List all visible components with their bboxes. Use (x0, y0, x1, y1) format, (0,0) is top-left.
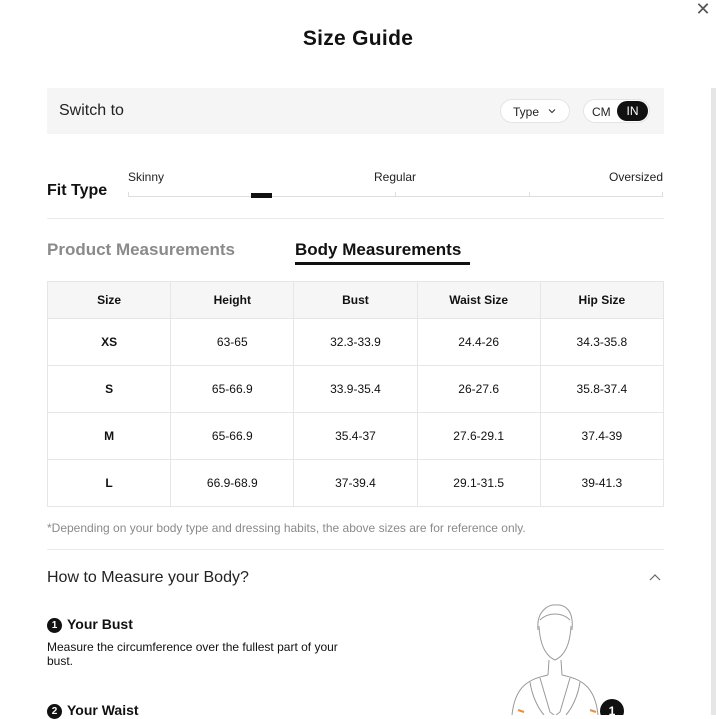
how-to-measure-title[interactable]: How to Measure your Body? (47, 569, 249, 586)
divider (47, 549, 664, 550)
switch-label: Switch to (59, 102, 124, 119)
fit-option-oversized: Oversized (609, 170, 664, 184)
unit-in-option[interactable]: IN (617, 101, 648, 121)
size-cell: L (48, 460, 171, 507)
bust-cell: 33.9-35.4 (294, 366, 417, 413)
height-cell: 66.9-68.9 (171, 460, 294, 507)
table-row (48, 366, 664, 413)
waist-cell: 26-27.6 (417, 366, 540, 413)
chevron-up-icon[interactable] (648, 572, 662, 582)
measure-bust-description: Measure the circumference over the fullest part of your bust. (47, 640, 338, 668)
table-row (48, 413, 664, 460)
modal-title: Size Guide (302, 27, 414, 50)
step-number-badge: 1 (47, 618, 62, 633)
bust-cell: 37-39.4 (294, 460, 417, 507)
figure-step-number: 1 (608, 704, 616, 715)
fit-option-regular: Regular (374, 170, 417, 184)
chevron-down-icon (546, 105, 558, 117)
tab-product-measurements[interactable]: Product Measurements (47, 240, 235, 259)
measure-waist-title: Your Waist (67, 702, 139, 718)
fit-option-skinny: Skinny (128, 170, 165, 184)
unit-cm-option[interactable]: CM (592, 105, 611, 119)
type-dropdown[interactable] (500, 99, 570, 123)
height-cell: 63-65 (171, 319, 294, 366)
scrollbar[interactable] (711, 88, 716, 715)
hip-cell: 37.4-39 (540, 413, 663, 460)
table-header-row (48, 282, 664, 319)
fit-scale-tick (662, 192, 663, 197)
size-cell: M (48, 413, 171, 460)
measure-waist-heading (47, 702, 139, 719)
body-figure-illustration (500, 600, 630, 715)
type-dropdown-label: Type (513, 105, 540, 119)
height-cell: 65-66.9 (171, 413, 294, 460)
column-header-bust: Bust (294, 282, 417, 319)
fit-scale-tick (128, 192, 129, 197)
hip-cell: 35.8-37.4 (540, 366, 663, 413)
waist-cell: 27.6-29.1 (417, 413, 540, 460)
hip-cell: 39-41.3 (540, 460, 663, 507)
measure-bust-title: Your Bust (67, 616, 133, 632)
waist-cell: 29.1-31.5 (417, 460, 540, 507)
measure-bust-heading (47, 616, 133, 633)
size-table (47, 281, 664, 507)
table-row (48, 460, 664, 507)
fit-scale-tick (395, 192, 396, 197)
fit-scale-marker (251, 193, 272, 198)
step-number-badge: 2 (47, 704, 62, 719)
size-cell: S (48, 366, 171, 413)
size-cell: XS (48, 319, 171, 366)
column-header-hip: Hip Size (540, 282, 663, 319)
height-cell: 65-66.9 (171, 366, 294, 413)
column-header-size: Size (48, 282, 171, 319)
unit-toggle[interactable] (583, 99, 650, 123)
table-row (48, 319, 664, 366)
hip-cell: 34.3-35.8 (540, 319, 663, 366)
figure-step-badge (600, 699, 624, 715)
waist-cell: 24.4-26 (417, 319, 540, 366)
divider (47, 218, 664, 219)
fit-type-label: Fit Type (47, 182, 108, 199)
column-header-height: Height (171, 282, 294, 319)
bust-cell: 35.4-37 (294, 413, 417, 460)
switch-bar (47, 88, 664, 134)
bust-cell: 32.3-33.9 (294, 319, 417, 366)
tab-body-measurements[interactable]: Body Measurements (295, 240, 462, 259)
close-icon[interactable]: ✕ (695, 0, 711, 19)
column-header-waist: Waist Size (417, 282, 540, 319)
reference-note: *Depending on your body type and dressing habits, the above sizes are for reference only. (47, 521, 526, 535)
active-tab-indicator (295, 262, 470, 265)
fit-scale-tick (529, 192, 530, 197)
